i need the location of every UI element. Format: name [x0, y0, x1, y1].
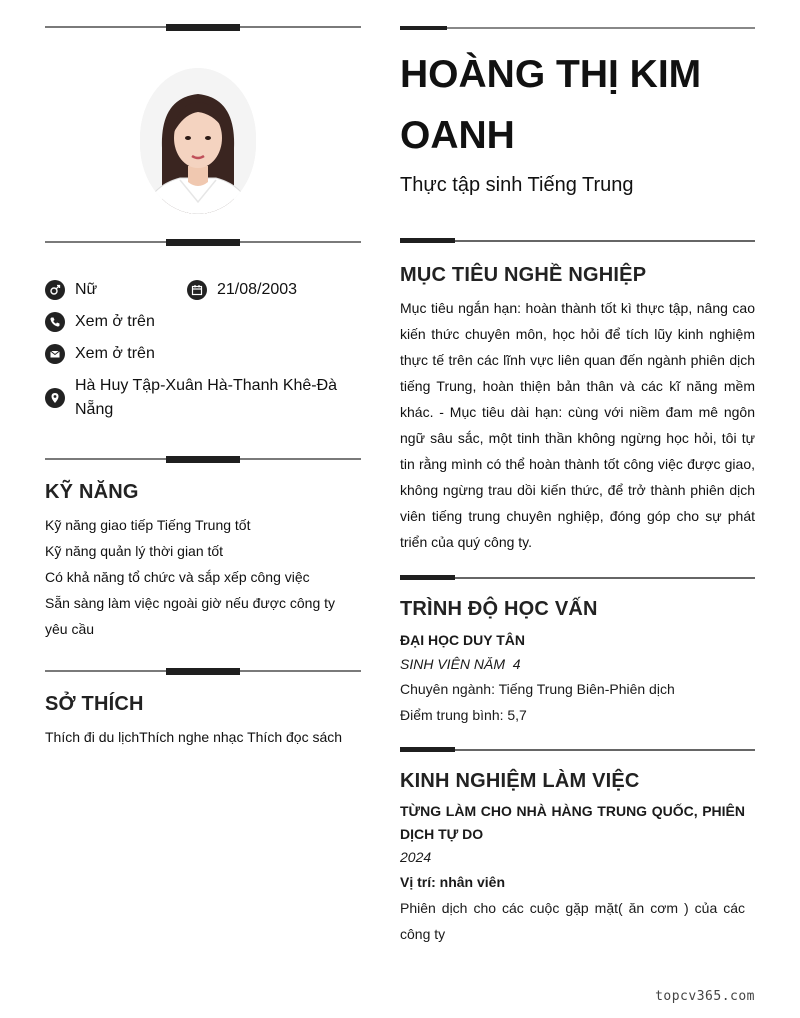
- education-divider: [400, 577, 755, 579]
- education-school: ĐẠI HỌC DUY TÂN: [400, 632, 525, 648]
- calendar-icon: [187, 280, 207, 300]
- top-right-divider: [400, 27, 755, 29]
- education-year: SINH VIÊN NĂM 4: [400, 656, 521, 672]
- location-icon: [45, 388, 65, 408]
- skills-title: KỸ NĂNG: [45, 481, 139, 503]
- skills-list: [45, 512, 361, 642]
- candidate-title: Thực tập sinh Tiếng Trung: [400, 174, 634, 196]
- skill-item: Có khả năng tổ chức và sắp xếp công việc: [45, 569, 310, 585]
- avatar: [140, 68, 256, 214]
- watermark-text: topcv365.com: [655, 989, 755, 1004]
- hobbies-title: SỞ THÍCH: [45, 693, 144, 715]
- email-row: [45, 342, 155, 366]
- experience-description: Phiên dịch cho các cuộc gặp mặt( ăn cơm ) của các công ty: [400, 900, 745, 942]
- education-major: Chuyên ngành: Tiếng Trung Biên-Phiên dịch: [400, 681, 675, 697]
- birthday-row: [187, 278, 297, 302]
- email-icon: [45, 344, 65, 364]
- phone-icon: [45, 312, 65, 332]
- objective-text: Mục tiêu ngắn hạn: hoàn thành tốt kì thực tập, nâng cao kiến thức chuyên môn, học hỏi để tích lũy kinh nghiệm thực tế trên các lĩnh vực liên quan đến ngành phiên dịch tiếng Trung, hoàn thiện bản thân và các kĩ năng mềm khác. - Mục tiêu dài hạn: cùng với niềm đam mê ngôn ngữ sâu sắc, một tinh thần không ngừng học hỏi, tôi tự tin rằng mình có thể hoàn thành tốt công việc được giao, không ngừng trau dồi kiến thức, để trở thành phiên dịch viên tiếng trung chuyên nghiệp, đóng góp cho sự phát triển của quý công ty.: [400, 300, 755, 550]
- experience-title: KINH NGHIỆM LÀM VIỆC: [400, 770, 640, 792]
- birthday-value: 21/08/2003: [217, 281, 298, 298]
- gender-value: Nữ: [75, 281, 98, 298]
- education-title: TRÌNH ĐỘ HỌC VẤN: [400, 598, 598, 620]
- experience-divider: [400, 749, 755, 751]
- experience-company: TỪNG LÀM CHO NHÀ HÀNG TRUNG QUỐC, PHIÊN DỊCH TỰ DO: [400, 803, 745, 842]
- address-value: Hà Huy Tập-Xuân Hà-Thanh Khê-Đà Nẵng: [75, 377, 338, 418]
- candidate-name: HOÀNG THỊ KIM OANH: [400, 53, 702, 157]
- avatar-portrait: [140, 68, 256, 214]
- photo-divider: [45, 241, 361, 243]
- hobbies-text: Thích đi du lịchThích nghe nhạc Thích đọc sách: [45, 729, 343, 745]
- education-gpa: Điểm trung bình: 5,7: [400, 707, 527, 723]
- objective-divider: [400, 240, 755, 242]
- phone-value: Xem ở trên: [75, 313, 155, 330]
- skill-item: Kỹ năng giao tiếp Tiếng Trung tốt: [45, 517, 251, 533]
- gender-icon: [45, 280, 65, 300]
- phone-row: [45, 310, 155, 334]
- skill-item: Sẵn sàng làm việc ngoài giờ nếu được công ty yêu cầu: [45, 595, 336, 637]
- top-left-divider: [45, 26, 361, 28]
- skill-item: Kỹ năng quản lý thời gian tốt: [45, 543, 224, 559]
- gender-row: [45, 278, 97, 302]
- objective-title: MỤC TIÊU NGHỀ NGHIỆP: [400, 264, 647, 286]
- experience-year: 2024: [400, 849, 432, 865]
- hobbies-divider: [45, 670, 361, 672]
- email-value: Xem ở trên: [75, 345, 155, 362]
- experience-position: Vị trí: nhân viên: [400, 874, 506, 890]
- address-row: [45, 374, 345, 422]
- skills-divider: [45, 458, 361, 460]
- education-block: [400, 628, 755, 728]
- experience-block: [400, 800, 745, 947]
